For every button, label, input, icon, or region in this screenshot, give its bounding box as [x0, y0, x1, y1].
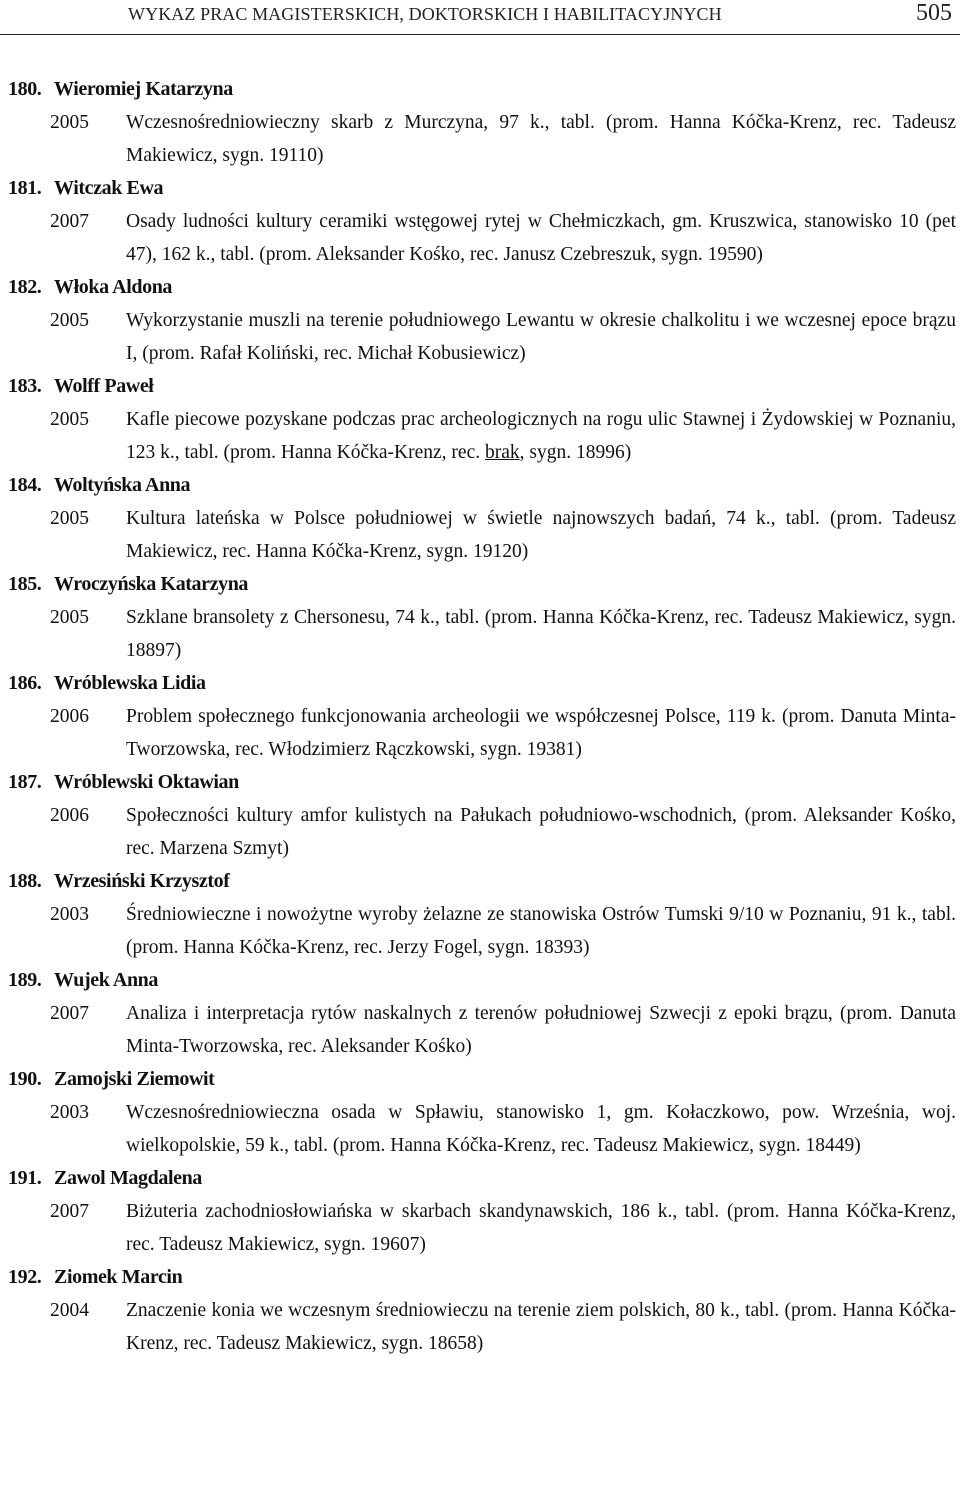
page-number: 505: [916, 0, 952, 26]
author-name: Wieromiej Katarzyna: [54, 78, 233, 100]
list-item: [8, 271, 956, 370]
thesis-description: Średniowieczne i nowożytne wyroby żelazne ze stanowiska Ostrów Tumski 9/10 w Poznaniu, 91 k., tabl. (prom. Hanna Kóčka-Krenz, rec. Jerzy Fogel, sygn. 18393): [126, 904, 956, 958]
list-item: [8, 964, 956, 1063]
entry-author: [8, 865, 956, 898]
entry-author: [8, 766, 956, 799]
thesis-description: Wczesnośredniowieczny skarb z Murczyna, 97 k., tabl. (prom. Hanna Kóčka-Krenz, rec. Tadeusz Makiewicz, sygn. 19110): [126, 112, 956, 166]
entry-author: [8, 172, 956, 205]
author-name: Wujek Anna: [54, 969, 159, 991]
entry-author: [8, 1261, 956, 1294]
thesis-year: 2005: [50, 310, 89, 331]
author-name: Wroczyńska Katarzyna: [54, 573, 249, 595]
list-item: [8, 73, 956, 172]
thesis-description: Problem społecznego funkcjonowania archeologii we współczesnej Polsce, 119 k. (prom. Danuta Minta-Tworzowska, rec. Włodzimierz Rączkowski, sygn. 19381): [126, 706, 956, 760]
thesis-description: Wczesnośredniowieczna osada w Spławiu, stanowisko 1, gm. Kołaczkowo, pow. Września, woj. wielkopolskie, 59 k., tabl. (prom. Hanna Kóčka-Krenz, rec. Tadeusz Makiewicz, sygn. 18449): [126, 1102, 956, 1156]
list-item: [8, 1063, 956, 1162]
thesis-year: 2003: [50, 1102, 89, 1123]
author-name: Witczak Ewa: [54, 177, 164, 199]
thesis-description: Wykorzystanie muszli na terenie południowego Lewantu w okresie chalkolitu i we wczesnej epoce brązu I, (prom. Rafał Koliński, rec. Michał Kobusiewicz): [126, 310, 956, 364]
author-name: Wróblewska Lidia: [54, 672, 206, 694]
thesis-description: Analiza i interpretacja rytów naskalnych z terenów południowej Szwecji z epoki brązu, (prom. Danuta Minta-Tworzowska, rec. Aleksander Kośko): [126, 1003, 956, 1057]
thesis-year: 2006: [50, 706, 89, 727]
entry-author: [8, 73, 956, 106]
entry-number: 186.: [8, 672, 42, 694]
thesis-description: Kultura lateńska w Polsce południowej w świetle najnowszych badań, 74 k., tabl. (prom. Tadeusz Makiewicz, rec. Hanna Kóčka-Krenz, sygn. 19120): [126, 508, 956, 562]
thesis-record: [8, 898, 956, 964]
list-item: [8, 1162, 956, 1261]
entry-number: 183.: [8, 375, 42, 397]
list-item: [8, 469, 956, 568]
thesis-year: 2007: [50, 211, 89, 232]
underlined-reviewer: brak: [485, 442, 520, 463]
entry-author: [8, 469, 956, 502]
thesis-year: 2005: [50, 508, 89, 529]
thesis-year: 2007: [50, 1201, 89, 1222]
entry-number: 180.: [8, 78, 42, 100]
author-name: Woltyńska Anna: [54, 474, 191, 496]
entry-number: 184.: [8, 474, 42, 496]
thesis-description: Osady ludności kultury ceramiki wstęgowej rytej w Chełmiczkach, gm. Kruszwica, stanowisko 10 (pet 47), 162 k., tabl. (prom. Aleksander Kośko, rec. Janusz Czebreszuk, sygn. 19590): [126, 211, 956, 265]
thesis-description: Biżuteria zachodniosłowiańska w skarbach skandynawskich, 186 k., tabl. (prom. Hanna Kóčka-Krenz, rec. Tadeusz Makiewicz, sygn. 19607): [126, 1201, 956, 1255]
thesis-description: Szklane bransolety z Chersonesu, 74 k., tabl. (prom. Hanna Kóčka-Krenz, rec. Tadeusz Makiewicz, sygn. 18897): [126, 607, 956, 661]
thesis-year: 2003: [50, 904, 89, 925]
entry-number: 187.: [8, 771, 42, 793]
header-title: WYKAZ PRAC MAGISTERSKICH, DOKTORSKICH I HABILITACYJNYCH: [128, 4, 722, 24]
list-item: [8, 568, 956, 667]
thesis-record: [8, 1096, 956, 1162]
thesis-record: [8, 997, 956, 1063]
list-item: [8, 667, 956, 766]
author-name: Zawol Magdalena: [54, 1167, 202, 1189]
author-name: Wróblewski Oktawian: [54, 771, 239, 793]
thesis-list: [8, 73, 956, 1360]
thesis-year: 2004: [50, 1300, 89, 1321]
author-name: Ziomek Marcin: [54, 1266, 183, 1288]
entry-author: [8, 568, 956, 601]
author-name: Zamojski Ziemowit: [54, 1068, 215, 1090]
entry-number: 185.: [8, 573, 42, 595]
thesis-description-tail: , sygn. 18996): [519, 442, 632, 463]
list-item: [8, 865, 956, 964]
thesis-description-text: Kafle piecowe pozyskane podczas prac archeologicznych na rogu ulic Stawnej i Żydowskiej w Poznaniu, 123 k., tabl. (prom. Hanna Kóčka-Krenz, rec.: [126, 409, 956, 463]
entry-author: [8, 370, 956, 403]
thesis-description: Społeczności kultury amfor kulistych na Pałukach południowo-wschodnich, (prom. Aleksander Kośko, rec. Marzena Szmyt): [126, 805, 956, 859]
list-item: [8, 1261, 956, 1360]
entry-author: [8, 1162, 956, 1195]
thesis-record: [8, 304, 956, 370]
list-item: [8, 370, 956, 469]
thesis-year: 2005: [50, 409, 89, 430]
entry-number: 188.: [8, 870, 42, 892]
thesis-record: [8, 601, 956, 667]
entry-number: 189.: [8, 969, 42, 991]
thesis-record: [8, 205, 956, 271]
entry-author: [8, 271, 956, 304]
entry-number: 192.: [8, 1266, 42, 1288]
entry-number: 181.: [8, 177, 42, 199]
thesis-description: [126, 403, 956, 469]
thesis-record: [8, 1294, 956, 1360]
thesis-record: [8, 106, 956, 172]
entry-number: 190.: [8, 1068, 42, 1090]
thesis-year: 2006: [50, 805, 89, 826]
list-item: [8, 766, 956, 865]
entry-number: 191.: [8, 1167, 42, 1189]
entry-author: [8, 1063, 956, 1096]
thesis-year: 2007: [50, 1003, 89, 1024]
thesis-record: [8, 403, 956, 469]
thesis-record: [8, 700, 956, 766]
author-name: Włoka Aldona: [54, 276, 173, 298]
entry-author: [8, 964, 956, 997]
author-name: Wolff Paweł: [54, 375, 154, 397]
thesis-year: 2005: [50, 607, 89, 628]
thesis-record: [8, 799, 956, 865]
entry-author: [8, 667, 956, 700]
thesis-record: [8, 502, 956, 568]
running-header: [0, 0, 960, 35]
thesis-record: [8, 1195, 956, 1261]
thesis-description: Znaczenie konia we wczesnym średniowieczu na terenie ziem polskich, 80 k., tabl. (prom. Hanna Kóčka-Krenz, rec. Tadeusz Makiewicz, sygn. 18658): [126, 1300, 956, 1354]
thesis-year: 2005: [50, 112, 89, 133]
list-item: [8, 172, 956, 271]
entry-number: 182.: [8, 276, 42, 298]
author-name: Wrzesiński Krzysztof: [54, 870, 230, 892]
